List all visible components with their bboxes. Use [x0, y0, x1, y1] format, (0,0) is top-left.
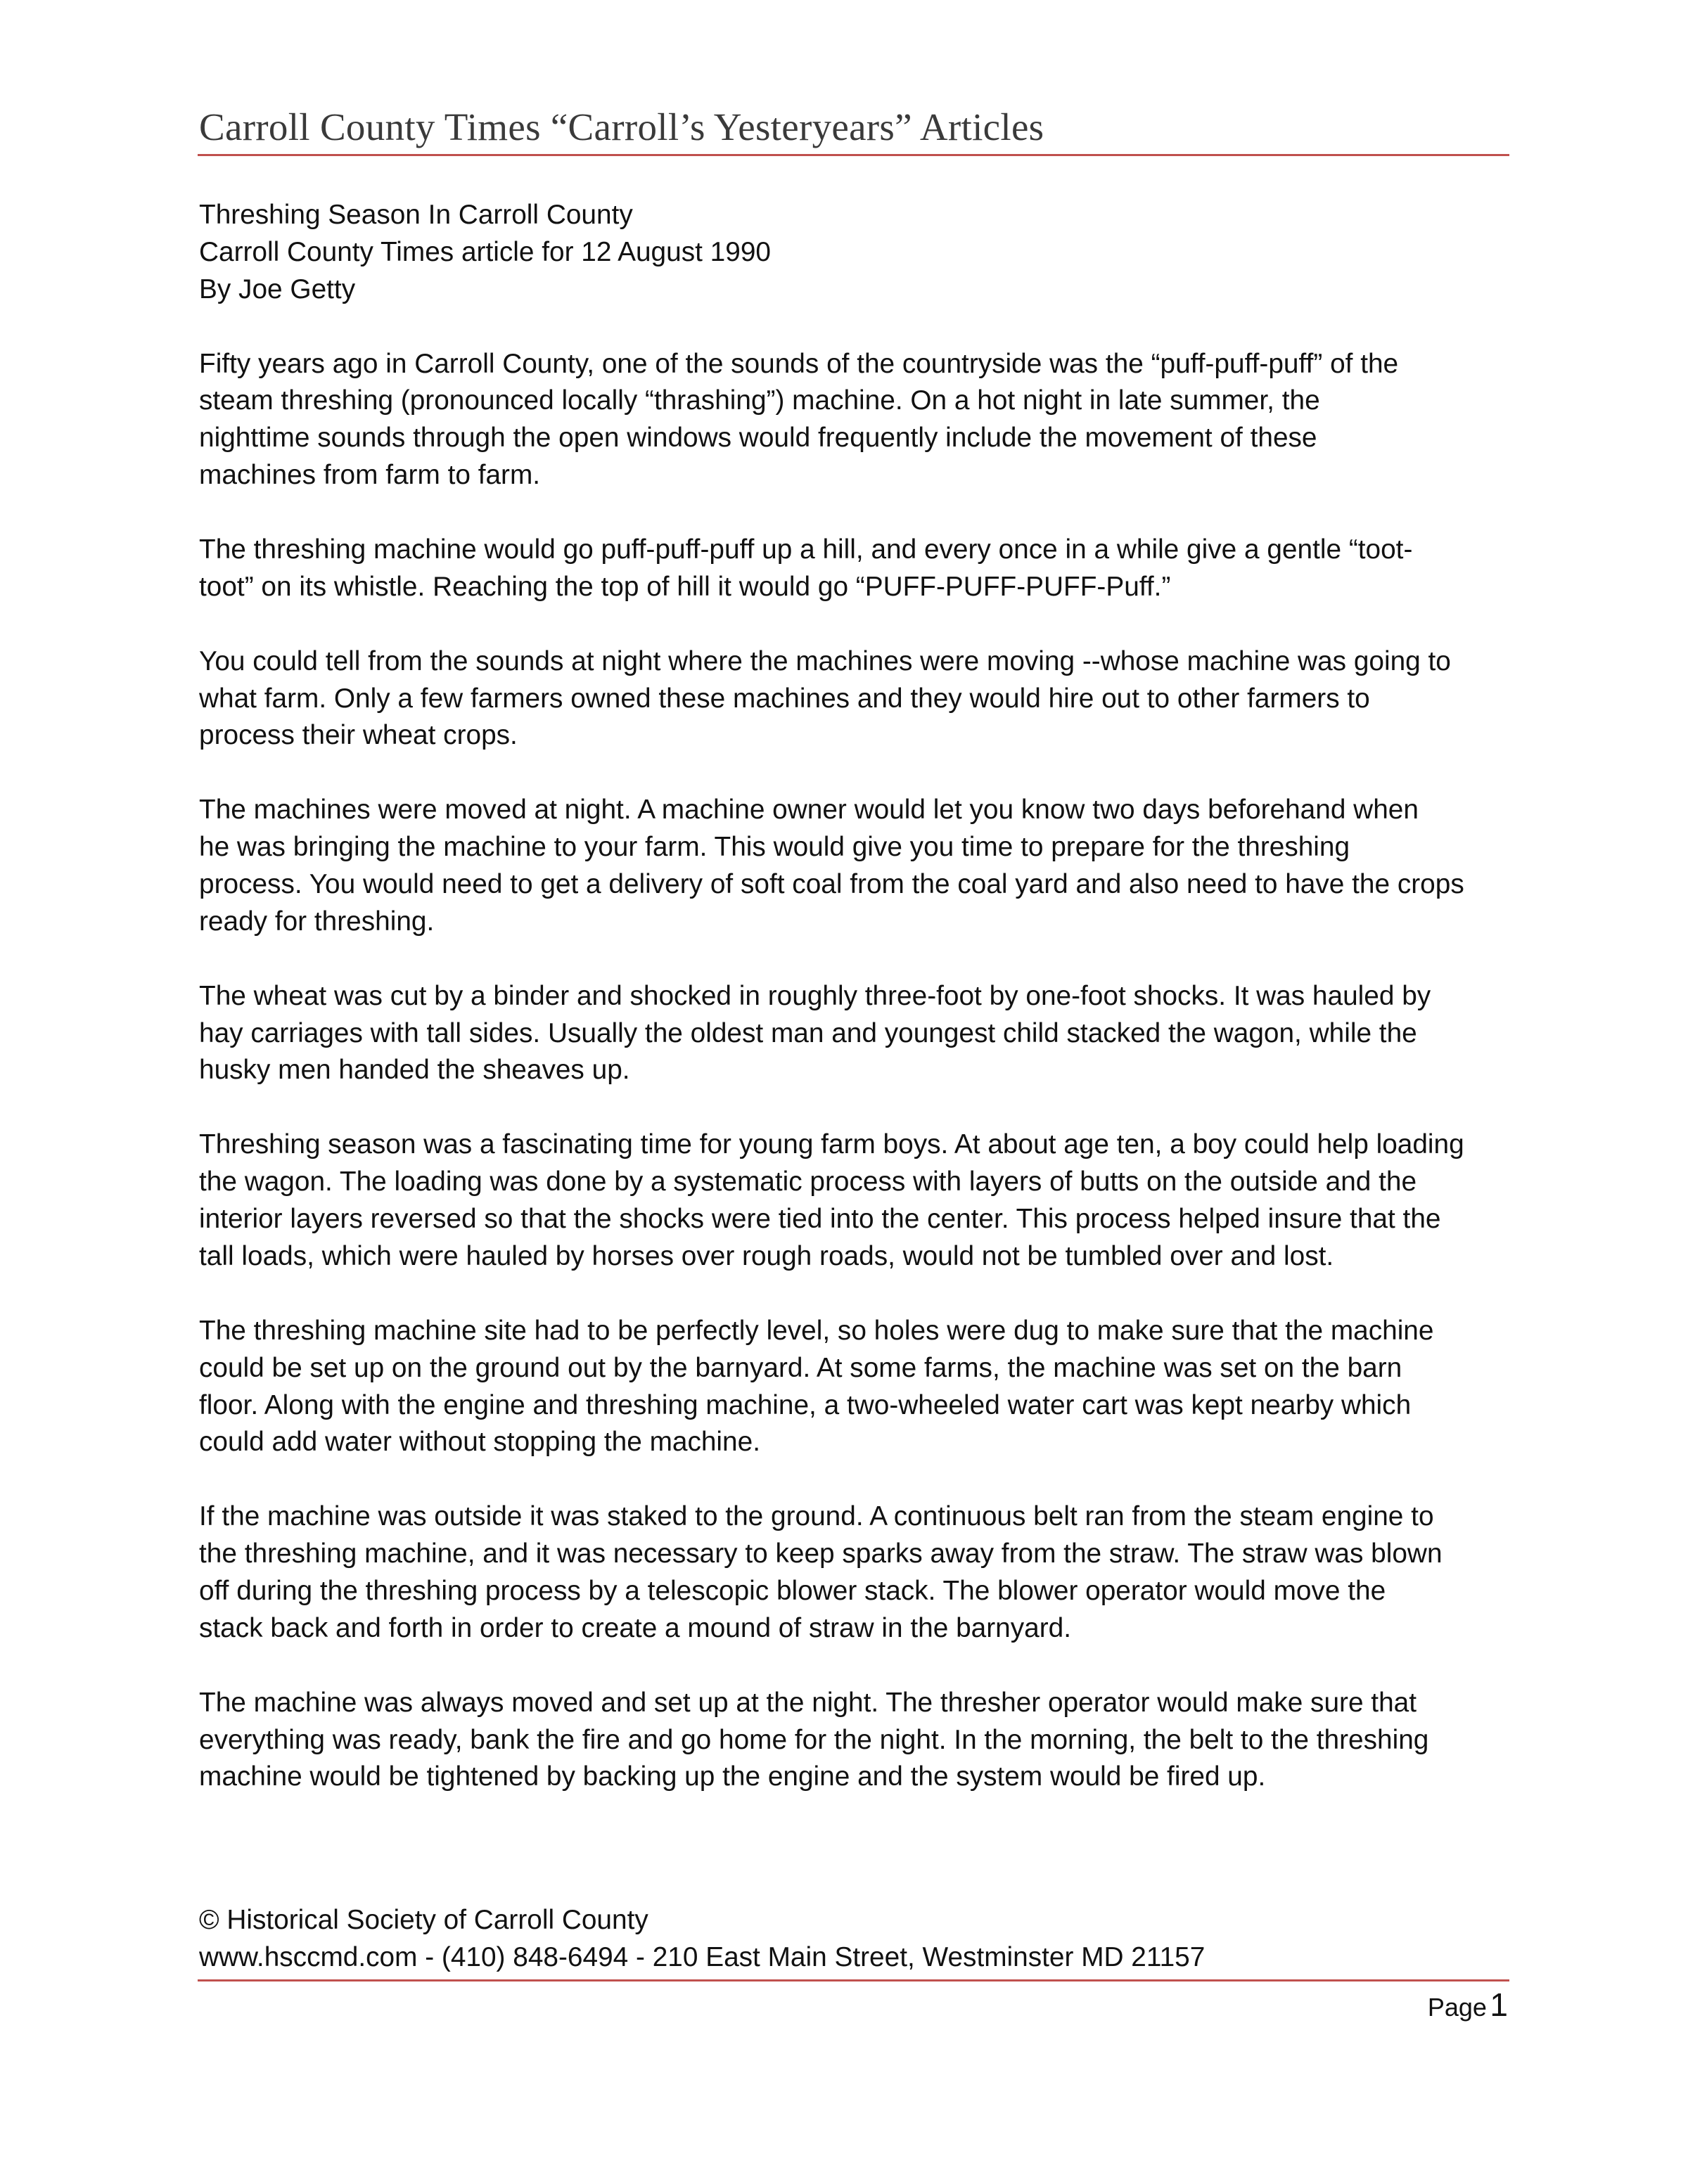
paragraph-line: tall loads, which were hauled by horses over rough roads, would not be tumbled over and lost. [199, 1240, 1334, 1271]
page-number [1428, 1986, 1508, 2024]
article-byline: By Joe Getty [199, 274, 356, 304]
article-paragraph [199, 1498, 1521, 1647]
paragraph-line: process. You would need to get a delivery of soft coal from the coal yard and also need to have the crops [199, 869, 1464, 900]
paragraph-line: The machines were moved at night. A machine owner would let you know two days beforehand when [199, 795, 1419, 826]
paragraph-line: toot” on its whistle. Reaching the top of hill it would go “PUFF-PUFF-PUFF-Puff.” [199, 571, 1171, 602]
article-heading-block [199, 197, 1521, 309]
article-body [199, 197, 1521, 1833]
paragraph-line: interior layers reversed so that the shocks were tied into the center. This process helped insure that the [199, 1204, 1441, 1235]
paragraph-line: off during the threshing process by a telescopic blower stack. The blower operator would move the [199, 1575, 1386, 1606]
paragraph-line: machines from farm to farm. [199, 460, 541, 491]
article-paragraph [199, 1313, 1521, 1462]
article-paragraph [199, 346, 1521, 495]
paragraph-line: The threshing machine would go puff-puff-puff up a hill, and every once in a while give a gentle “toot- [199, 534, 1413, 565]
paragraph-line: he was bringing the machine to your farm. This would give you time to prepare for the threshing [199, 832, 1350, 863]
article-title: Threshing Season In Carroll County [199, 200, 633, 230]
paragraph-line: steam threshing (pronounced locally “thrashing”) machine. On a hot night in late summer, the [199, 385, 1320, 416]
paragraph-line: Threshing season was a fascinating time for young farm boys. At about age ten, a boy could help loading [199, 1129, 1464, 1160]
page-number-value: 1 [1490, 1986, 1508, 2023]
paragraph-line: the wagon. The loading was done by a systematic process with layers of butts on the outside and the [199, 1167, 1417, 1197]
paragraph-line: floor. Along with the engine and threshing machine, a two-wheeled water cart was kept nearby which [199, 1389, 1412, 1420]
paragraph-line: nighttime sounds through the open windows would frequently include the movement of these [199, 423, 1317, 454]
header-divider [198, 154, 1509, 156]
page-header-title: Carroll County Times “Carroll’s Yesteryears” Articles [199, 105, 1044, 148]
footer-contact: www.hsccmd.com - (410) 848-6494 - 210 East Main Street, Westminster MD 21157 [199, 1941, 1206, 1972]
paragraph-line: could add water without stopping the machine. [199, 1427, 760, 1458]
paragraph-line: ready for threshing. [199, 906, 435, 937]
article-paragraph [199, 978, 1521, 1090]
article-paragraph [199, 643, 1521, 755]
paragraph-line: Fifty years ago in Carroll County, one of the sounds of the countryside was the “puff-puff-puff” of the [199, 348, 1399, 379]
paragraph-line: You could tell from the sounds at night where the machines were moving --whose machine was going to [199, 645, 1451, 676]
paragraph-line: machine would be tightened by backing up the engine and the system would be fired up. [199, 1761, 1266, 1792]
paragraph-line: The threshing machine site had to be perfectly level, so holes were dug to make sure that the machine [199, 1315, 1434, 1346]
paragraph-line: The wheat was cut by a binder and shocked in roughly three-foot by one-foot shocks. It was hauled by [199, 980, 1431, 1011]
footer-divider [198, 1979, 1509, 1981]
paragraph-line: hay carriages with tall sides. Usually the oldest man and youngest child stacked the wagon, while the [199, 1017, 1417, 1048]
paragraph-line: husky men handed the sheaves up. [199, 1055, 630, 1086]
article-paragraph [199, 792, 1521, 941]
page-footer [199, 1902, 1205, 1977]
paragraph-line: the threshing machine, and it was necessary to keep sparks away from the straw. The straw was blown [199, 1539, 1443, 1569]
footer-copyright: © Historical Society of Carroll County [199, 1905, 648, 1935]
article-paragraph [199, 1126, 1521, 1276]
paragraph-line: If the machine was outside it was staked to the ground. A continuous belt ran from the steam engine to [199, 1501, 1434, 1532]
paragraph-line: everything was ready, bank the fire and go home for the night. In the morning, the belt to the threshing [199, 1724, 1429, 1755]
article-paragraph [199, 1685, 1521, 1797]
paragraph-line: The machine was always moved and set up at the night. The thresher operator would make sure that [199, 1687, 1417, 1718]
page-number-label: Page [1427, 1993, 1487, 2022]
paragraph-line: process their wheat crops. [199, 720, 518, 751]
paragraph-line: what farm. Only a few farmers owned these machines and they would hire out to other farmers to [199, 683, 1370, 714]
article-dateline: Carroll County Times article for 12 August 1990 [199, 236, 771, 267]
article-paragraph [199, 532, 1521, 606]
paragraph-line: stack back and forth in order to create a mound of straw in the barnyard. [199, 1612, 1072, 1643]
paragraph-line: could be set up on the ground out by the barnyard. At some farms, the machine was set on the barn [199, 1352, 1402, 1383]
